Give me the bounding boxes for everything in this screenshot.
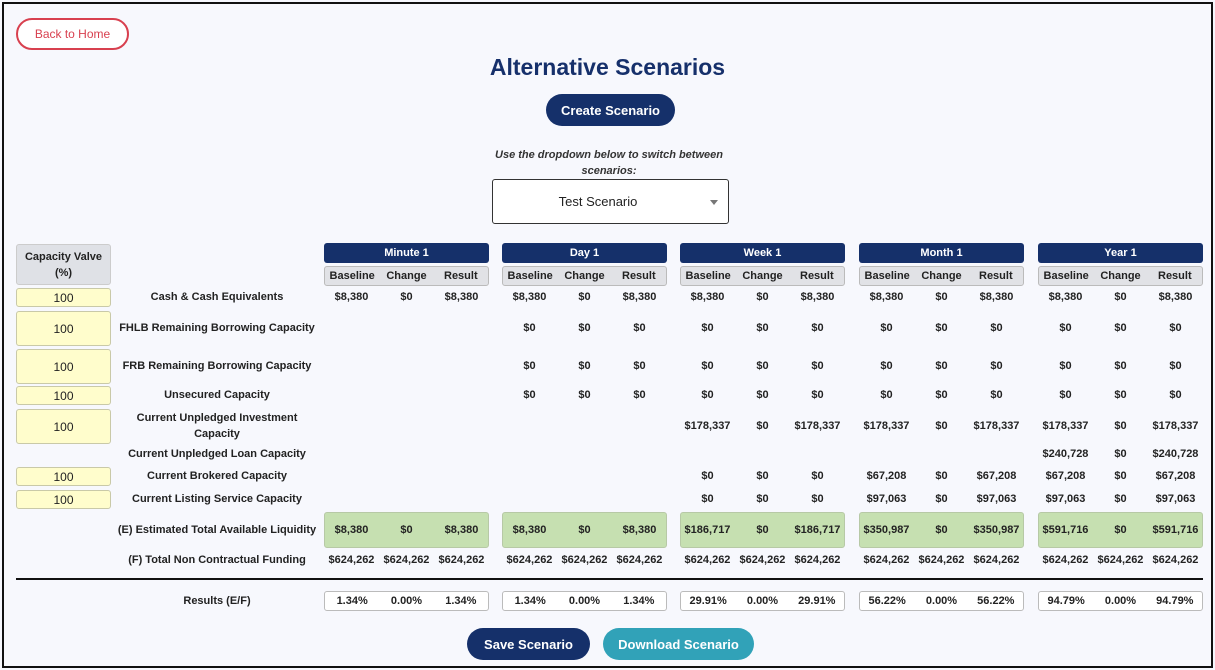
table-cell: $591,716	[1042, 524, 1089, 536]
row-label: Cash & Cash Equivalents	[150, 291, 284, 303]
table-cell: $624,262	[863, 554, 910, 566]
capacity-valve-input[interactable]: 100	[16, 349, 111, 384]
table-cell: $8,380	[1048, 291, 1083, 303]
table-cell	[379, 310, 434, 346]
table-cell: $0	[701, 322, 714, 334]
table-cell: $0	[756, 524, 769, 536]
table-cell: $624,262	[684, 554, 731, 566]
table-cell: $0	[880, 322, 893, 334]
table-cell: $0	[1059, 360, 1072, 372]
table-row	[502, 287, 667, 307]
table-cell	[557, 489, 612, 509]
result-box	[680, 591, 845, 611]
table-cell: $0	[756, 420, 769, 432]
table-cell: $0	[756, 470, 769, 482]
table-cell: $240,728	[1042, 448, 1089, 460]
table-cell: $0	[1114, 524, 1127, 536]
table-cell	[434, 489, 489, 509]
subheader-cell: Change	[1100, 270, 1141, 282]
table-cell: $0	[811, 470, 824, 482]
table-cell: $8,380	[622, 524, 657, 536]
table-cell: $591,716	[1152, 524, 1199, 536]
table-cell	[434, 348, 489, 384]
table-row	[1038, 408, 1203, 444]
table-cell: $0	[701, 470, 714, 482]
table-cell: $0	[633, 360, 646, 372]
table-cell: $178,337	[684, 420, 731, 432]
result-cell: 0.00%	[925, 595, 958, 607]
row-label: Unsecured Capacity	[164, 389, 270, 401]
table-cell	[434, 466, 489, 486]
table-cell	[379, 385, 434, 405]
table-cell: $624,262	[739, 554, 786, 566]
table-row	[502, 408, 667, 444]
table-cell	[557, 466, 612, 486]
capacity-valve-input[interactable]: 100	[16, 490, 111, 509]
table-cell: $0	[1114, 360, 1127, 372]
result-box	[324, 591, 489, 611]
table-cell	[324, 446, 379, 462]
table-cell	[502, 489, 557, 509]
table-cell: $350,987	[973, 524, 1020, 536]
back-to-home-button[interactable]: Back to Home	[16, 18, 129, 50]
table-cell: $8,380	[512, 524, 547, 536]
table-cell: $0	[578, 524, 591, 536]
result-cell: 0.00%	[746, 595, 779, 607]
table-cell: $624,262	[1097, 554, 1144, 566]
table-cell	[324, 466, 379, 486]
table-cell: $350,987	[863, 524, 910, 536]
subheader-cell: Result	[622, 270, 656, 282]
capacity-valve-input[interactable]: 100	[16, 311, 111, 346]
table-cell: $624,262	[973, 554, 1020, 566]
table-cell: $8,380	[800, 291, 835, 303]
subheader-cell: Result	[444, 270, 478, 282]
save-scenario-button[interactable]: Save Scenario	[467, 628, 590, 660]
result-box	[1038, 591, 1203, 611]
capacity-valve-input[interactable]: 100	[16, 467, 111, 486]
row-label: Current Unpledged Loan Capacity	[128, 448, 306, 460]
period-subheader	[1038, 266, 1203, 286]
table-cell	[859, 446, 914, 462]
table-cell: $0	[935, 420, 948, 432]
result-cell: 1.34%	[514, 595, 546, 607]
row-label: FHLB Remaining Borrowing Capacity	[119, 322, 315, 334]
table-cell: $186,717	[684, 524, 731, 536]
table-cell: $624,262	[383, 554, 430, 566]
table-row	[502, 512, 667, 548]
table-cell: $0	[756, 493, 769, 505]
table-cell: $624,262	[561, 554, 608, 566]
table-cell: $0	[523, 389, 536, 401]
table-row	[859, 385, 1024, 405]
table-row	[1038, 466, 1203, 486]
table-cell: $0	[701, 389, 714, 401]
subheader-cell: Change	[921, 270, 962, 282]
capacity-valve-input[interactable]: 100	[16, 288, 111, 307]
table-cell	[379, 408, 434, 444]
results-label: Results (E/F)	[183, 595, 251, 607]
table-cell: $97,063	[866, 493, 907, 505]
table-cell: $8,380	[979, 291, 1014, 303]
table-cell	[324, 385, 379, 405]
period-subheader	[502, 266, 667, 286]
table-cell	[612, 446, 667, 462]
scenario-dropdown[interactable]	[492, 179, 729, 224]
table-cell	[612, 466, 667, 486]
table-cell: $0	[935, 470, 948, 482]
subheader-cell: Baseline	[507, 270, 553, 282]
table-row	[680, 446, 845, 462]
table-cell: $0	[811, 389, 824, 401]
table-row	[502, 310, 667, 346]
table-row	[1038, 310, 1203, 346]
table-cell	[434, 446, 489, 462]
table-cell	[379, 489, 434, 509]
table-cell: $186,717	[794, 524, 841, 536]
capacity-valve-input[interactable]: 100	[16, 409, 111, 444]
table-row	[1038, 385, 1203, 405]
table-cell: $0	[633, 389, 646, 401]
table-cell: $97,063	[1045, 493, 1086, 505]
table-row	[680, 287, 845, 307]
table-row	[324, 489, 489, 509]
table-cell: $67,208	[976, 470, 1017, 482]
table-row	[859, 466, 1024, 486]
period-header: Year 1	[1038, 243, 1203, 263]
table-cell: $0	[1059, 389, 1072, 401]
table-cell: $0	[523, 322, 536, 334]
table-row	[859, 408, 1024, 444]
period-subheader	[859, 266, 1024, 286]
table-row	[680, 466, 845, 486]
table-cell: $8,380	[869, 291, 904, 303]
result-cell: 29.91%	[798, 595, 836, 607]
table-row	[859, 287, 1024, 307]
dropdown-hint: Use the dropdown below to switch between scenarios:	[495, 149, 723, 177]
table-row	[324, 550, 489, 570]
table-cell: $624,262	[918, 554, 965, 566]
table-row	[502, 466, 667, 486]
table-cell: $624,262	[328, 554, 375, 566]
subheader-cell: Change	[564, 270, 605, 282]
subheader-cell: Baseline	[685, 270, 731, 282]
table-cell: $0	[756, 360, 769, 372]
table-cell	[969, 446, 1024, 462]
table-row	[324, 287, 489, 307]
table-cell: $8,380	[334, 291, 369, 303]
chevron-down-icon	[710, 200, 718, 205]
table-row	[502, 348, 667, 384]
table-cell	[557, 446, 612, 462]
table-row	[859, 310, 1024, 346]
table-cell: $8,380	[1158, 291, 1193, 303]
capacity-valve-input[interactable]: 100	[16, 386, 111, 405]
table-cell: $0	[880, 360, 893, 372]
table-cell: $0	[811, 493, 824, 505]
table-cell	[324, 489, 379, 509]
table-cell: $0	[935, 360, 948, 372]
table-cell	[434, 310, 489, 346]
table-cell: $0	[756, 322, 769, 334]
app-frame	[2, 2, 1213, 668]
table-cell: $8,380	[444, 524, 479, 536]
table-row	[1038, 550, 1203, 570]
table-cell: $8,380	[334, 524, 369, 536]
table-cell: $0	[1169, 389, 1182, 401]
result-cell: 1.34%	[445, 595, 477, 607]
table-cell: $0	[1114, 291, 1127, 303]
result-cell: 56.22%	[977, 595, 1015, 607]
table-cell	[502, 446, 557, 462]
table-cell: $178,337	[794, 420, 841, 432]
subheader-cell: Baseline	[329, 270, 375, 282]
table-row	[502, 550, 667, 570]
table-cell: $240,728	[1152, 448, 1199, 460]
table-cell: $0	[1114, 322, 1127, 334]
table-cell: $0	[1114, 448, 1127, 460]
table-row	[324, 385, 489, 405]
table-row	[1038, 446, 1203, 462]
table-row	[859, 512, 1024, 548]
table-cell: $624,262	[1152, 554, 1199, 566]
table-row	[680, 550, 845, 570]
table-cell: $0	[811, 360, 824, 372]
table-row	[859, 550, 1024, 570]
table-cell: $624,262	[794, 554, 841, 566]
row-label: (E) Estimated Total Available Liquidity	[117, 524, 317, 536]
table-cell	[324, 408, 379, 444]
table-cell	[612, 489, 667, 509]
table-cell: $0	[633, 322, 646, 334]
subheader-cell: Change	[386, 270, 427, 282]
results-divider	[16, 578, 1203, 580]
table-cell: $0	[935, 493, 948, 505]
row-label: Current Unpledged Investment Capacity	[136, 412, 298, 440]
table-cell: $624,262	[506, 554, 553, 566]
table-cell: $0	[935, 389, 948, 401]
table-row	[1038, 489, 1203, 509]
table-cell	[502, 466, 557, 486]
table-cell	[379, 466, 434, 486]
period-subheader	[324, 266, 489, 286]
subheader-cell: Result	[1158, 270, 1192, 282]
table-cell	[324, 348, 379, 384]
table-cell: $624,262	[1042, 554, 1089, 566]
result-box	[502, 591, 667, 611]
table-row	[859, 446, 1024, 462]
table-cell: $0	[990, 360, 1003, 372]
table-cell	[612, 408, 667, 444]
table-cell: $0	[1114, 389, 1127, 401]
table-cell: $0	[701, 360, 714, 372]
table-row	[1038, 512, 1203, 548]
row-label: Current Listing Service Capacity	[132, 493, 302, 505]
table-row	[680, 310, 845, 346]
table-cell: $0	[935, 322, 948, 334]
table-row	[324, 310, 489, 346]
table-cell: $178,337	[973, 420, 1020, 432]
table-cell: $0	[400, 291, 413, 303]
table-cell	[434, 385, 489, 405]
table-cell	[914, 446, 969, 462]
table-cell: $8,380	[444, 291, 479, 303]
table-cell: $0	[811, 322, 824, 334]
table-cell: $8,380	[512, 291, 547, 303]
result-cell: 0.00%	[1104, 595, 1137, 607]
table-cell	[502, 408, 557, 444]
table-cell: $0	[578, 360, 591, 372]
result-cell: 56.22%	[868, 595, 906, 607]
table-cell: $97,063	[976, 493, 1017, 505]
create-scenario-button[interactable]: Create Scenario	[546, 94, 675, 126]
table-row	[1038, 287, 1203, 307]
table-cell: $0	[756, 389, 769, 401]
table-cell: $624,262	[616, 554, 663, 566]
result-cell: 94.79%	[1156, 595, 1194, 607]
result-cell: 0.00%	[568, 595, 601, 607]
period-header: Month 1	[859, 243, 1024, 263]
table-row	[502, 385, 667, 405]
table-row	[324, 348, 489, 384]
table-cell: $0	[1169, 360, 1182, 372]
subheader-cell: Baseline	[1043, 270, 1089, 282]
table-cell	[379, 348, 434, 384]
table-cell: $178,337	[1042, 420, 1089, 432]
period-header: Week 1	[680, 243, 845, 263]
table-row	[680, 408, 845, 444]
table-row	[502, 446, 667, 462]
scenario-dropdown-value: Test Scenario	[558, 194, 638, 209]
table-row	[324, 512, 489, 548]
subheader-cell: Change	[742, 270, 783, 282]
period-subheader	[680, 266, 845, 286]
table-cell: $0	[578, 322, 591, 334]
period-header: Minute 1	[324, 243, 489, 263]
table-row	[324, 466, 489, 486]
table-cell: $0	[523, 360, 536, 372]
table-cell: $0	[935, 524, 948, 536]
subheader-cell: Baseline	[864, 270, 910, 282]
table-row	[324, 446, 489, 462]
table-cell	[790, 446, 845, 462]
table-row	[859, 348, 1024, 384]
table-cell: $0	[578, 291, 591, 303]
table-cell	[557, 408, 612, 444]
table-row	[680, 489, 845, 509]
table-cell: $8,380	[622, 291, 657, 303]
table-row	[324, 408, 489, 444]
capacity-valve-header: Capacity Valve (%)	[16, 244, 111, 285]
table-cell: $8,380	[690, 291, 725, 303]
table-row	[680, 348, 845, 384]
table-row	[859, 489, 1024, 509]
table-cell	[379, 446, 434, 462]
table-cell	[735, 446, 790, 462]
table-cell: $178,337	[1152, 420, 1199, 432]
result-cell: 1.34%	[336, 595, 368, 607]
subheader-cell: Result	[979, 270, 1013, 282]
table-row	[1038, 348, 1203, 384]
row-label: FRB Remaining Borrowing Capacity	[122, 360, 312, 372]
table-cell: $0	[1114, 420, 1127, 432]
table-cell: $97,063	[1155, 493, 1196, 505]
table-cell: $0	[400, 524, 413, 536]
table-cell: $0	[1059, 322, 1072, 334]
result-cell: 1.34%	[623, 595, 655, 607]
table-cell	[324, 310, 379, 346]
page-title: Alternative Scenarios	[489, 54, 726, 80]
table-cell	[434, 408, 489, 444]
table-cell: $178,337	[863, 420, 910, 432]
table-row	[680, 512, 845, 548]
period-header: Day 1	[502, 243, 667, 263]
result-cell: 29.91%	[689, 595, 727, 607]
row-label: Current Brokered Capacity	[147, 470, 287, 482]
row-label: (F) Total Non Contractual Funding	[128, 554, 306, 566]
download-scenario-button[interactable]: Download Scenario	[603, 628, 754, 660]
table-cell: $0	[1114, 493, 1127, 505]
table-cell: $0	[935, 291, 948, 303]
table-cell: $0	[578, 389, 591, 401]
subheader-cell: Result	[800, 270, 834, 282]
result-box	[859, 591, 1024, 611]
table-cell: $0	[701, 493, 714, 505]
table-row	[502, 489, 667, 509]
table-row	[680, 385, 845, 405]
result-cell: 0.00%	[390, 595, 423, 607]
table-cell: $67,208	[866, 470, 907, 482]
table-cell: $0	[756, 291, 769, 303]
table-cell: $0	[1169, 322, 1182, 334]
table-cell: $67,208	[1045, 470, 1086, 482]
table-cell: $0	[990, 322, 1003, 334]
result-cell: 94.79%	[1047, 595, 1085, 607]
table-cell: $0	[880, 389, 893, 401]
table-cell: $624,262	[438, 554, 485, 566]
table-cell: $0	[1114, 470, 1127, 482]
table-cell: $67,208	[1155, 470, 1196, 482]
table-cell	[680, 446, 735, 462]
table-cell: $0	[990, 389, 1003, 401]
